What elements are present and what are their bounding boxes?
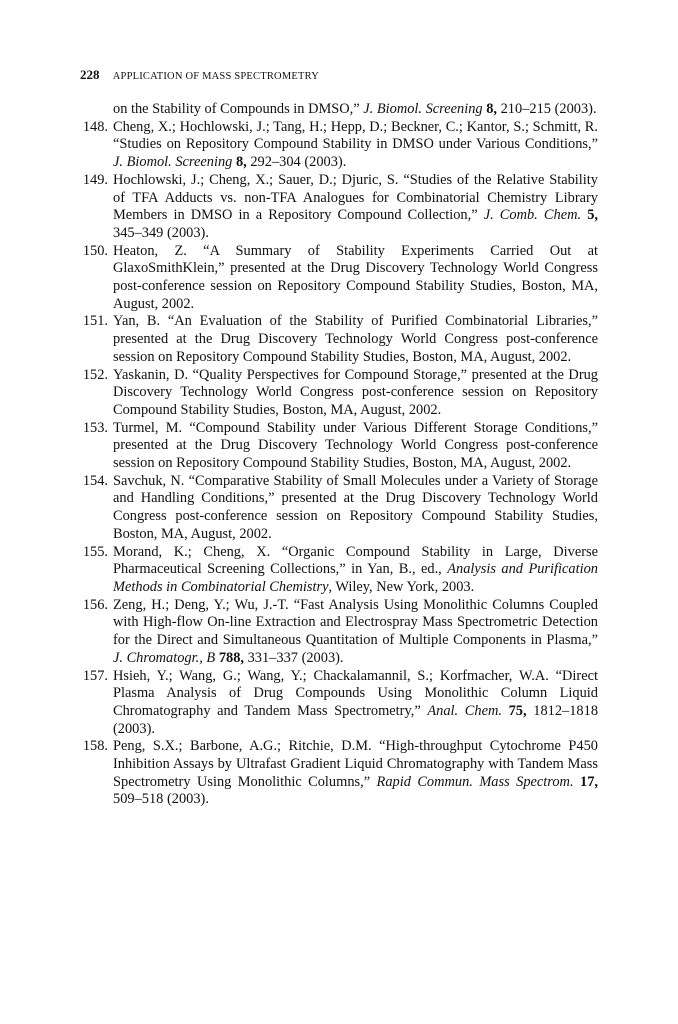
- reference-text: [113, 420, 598, 471]
- reference-segment: Zeng, H.; Deng, Y.; Wu, J.-T. “Fast Analysis Using Monolithic Columns Coupled with High-flow On-line Extraction and Electrospray Mass Spectrometric Detection for the Direct and Simultaneous Quantitation of Multiple Components in Plasma,”: [113, 596, 598, 649]
- reference-segment: 1812–1818 (2003).: [113, 702, 599, 737]
- reference-source-title: J. Chromatogr., B: [113, 649, 216, 666]
- reference-item: [76, 668, 598, 739]
- reference-segment: , Wiley, New York, 2003.: [328, 578, 475, 595]
- reference-segment: Morand, K.; Cheng, X. “Organic Compound Stability in Large, Diverse Pharmaceutical Screening Collections,” in Yan, B., ed.,: [113, 543, 598, 578]
- reference-text: [113, 668, 598, 737]
- reference-source-title: J. Comb. Chem.: [483, 207, 582, 224]
- reference-segment: Turmel, M. “Compound Stability under Various Different Storage Conditions,” presented at the Drug Discovery Technology World Congress post-conference session on Repository Compound Stability Studies, Boston, MA, August, 2002.: [113, 419, 598, 472]
- reference-source-title: Analysis and Purification Methods in Combinatorial Chemistry: [113, 561, 598, 595]
- reference-text: [113, 738, 598, 807]
- reference-number: 151.: [82, 313, 108, 330]
- page-number: 228: [80, 67, 100, 82]
- reference-segment: Hochlowski, J.; Cheng, X.; Sauer, D.; Djuric, S. “Studies of the Relative Stability of TFA Adducts vs. non-TFA Analogues for Combinatorial Chemistry Library Members in DMSO in a Repository Compound Collection,”: [113, 171, 598, 224]
- reference-segment: Hsieh, Y.; Wang, G.; Wang, Y.; Chackalamannil, S.; Korfmacher, W.A. “Direct Plasma Analysis of Drug Compounds Using Monolithic Column Liquid Chromatography and Tandem Mass Spectrometry,”: [113, 667, 598, 719]
- reference-item: [76, 101, 598, 119]
- reference-item: [76, 738, 598, 809]
- reference-text: [113, 119, 598, 170]
- reference-number: 155.: [82, 543, 108, 560]
- reference-segment: Peng, S.X.; Barbone, A.G.; Ritchie, D.M. “High-throughput Cytochrome P450 Inhibition Assays by Ultrafast Gradient Liquid Chromatography with Tandem Mass Spectrometry Using Monolithic Columns,”: [113, 738, 598, 790]
- reference-segment: on the Stability of Compounds in DMSO,”: [113, 101, 364, 117]
- reference-source-title: J. Biomol. Screening: [113, 154, 233, 171]
- reference-number: 152.: [82, 366, 108, 383]
- reference-list: [76, 101, 598, 809]
- reference-source-title: Rapid Commun. Mass Spectrom.: [376, 773, 574, 790]
- reference-text: [113, 172, 598, 241]
- reference-volume: 8,: [486, 101, 498, 117]
- reference-text: [113, 367, 598, 418]
- reference-segment: 345–349 (2003).: [113, 224, 209, 241]
- reference-segment: 292–304 (2003).: [246, 154, 347, 171]
- reference-volume: 8,: [235, 154, 247, 171]
- reference-segment: 509–518 (2003).: [113, 791, 209, 808]
- reference-item: [76, 544, 598, 597]
- reference-segment: 331–337 (2003).: [244, 649, 344, 666]
- reference-text: [113, 313, 598, 364]
- reference-number: 153.: [82, 419, 108, 436]
- reference-item: [76, 313, 598, 366]
- reference-source-title: J. Biomol. Screening: [363, 101, 483, 117]
- reference-segment: Yan, B. “An Evaluation of the Stability of Purified Combinatorial Libraries,” presented at the Drug Discovery Technology World Congress post-conference session on Repository Compound Stability Studies, Boston, MA, August, 2002.: [113, 313, 598, 365]
- reference-volume: 75,: [508, 702, 527, 719]
- reference-segment: Yaskanin, D. “Quality Perspectives for Compound Storage,” presented at the Drug Discovery Technology World Congress post-conference session on Repository Compound Stability Studies, Boston, MA, August, 2002.: [113, 366, 598, 418]
- reference-text: [113, 544, 598, 595]
- reference-text: [113, 597, 598, 666]
- running-title: APPLICATION OF MASS SPECTROMETRY: [112, 71, 319, 82]
- reference-text: [113, 473, 598, 542]
- reference-segment: Heaton, Z. “A Summary of Stability Experiments Carried Out at GlaxoSmithKlein,” presented at the Drug Discovery Technology World Congress post-conference session on Repository Compound Stability Studies, Boston, MA, August, 2002.: [113, 242, 598, 312]
- reference-volume: 788,: [218, 649, 244, 666]
- reference-segment: Savchuk, N. “Comparative Stability of Small Molecules under a Variety of Storage and Handling Conditions,” presented at the Drug Discovery Technology World Congress post-conference session on Repository Compound Stability Studies, Boston, MA, August, 2002.: [113, 472, 598, 542]
- reference-item: [76, 473, 598, 544]
- reference-source-title: Anal. Chem.: [427, 702, 502, 719]
- reference-text: [113, 243, 598, 312]
- reference-number: 148.: [82, 118, 108, 135]
- running-head: [80, 67, 319, 85]
- reference-text: [113, 101, 597, 117]
- reference-item: [76, 172, 598, 243]
- reference-number: 149.: [82, 171, 108, 188]
- reference-item: [76, 119, 598, 172]
- reference-number: 150.: [82, 242, 108, 259]
- reference-number: 157.: [82, 667, 108, 684]
- reference-number: 156.: [82, 596, 108, 613]
- reference-item: [76, 597, 598, 668]
- reference-segment: Cheng, X.; Hochlowski, J.; Tang, H.; Hepp, D.; Beckner, C.; Kantor, S.; Schmitt, R. “Studies on Repository Compound Stability in DMSO under Various Conditions,”: [113, 118, 598, 153]
- reference-number: 154.: [82, 472, 108, 489]
- reference-number: 158.: [82, 738, 108, 755]
- reference-item: [76, 420, 598, 473]
- reference-item: [76, 367, 598, 420]
- reference-volume: 17,: [580, 773, 598, 790]
- reference-volume: 5,: [587, 207, 598, 224]
- reference-segment: 210–215 (2003).: [497, 101, 597, 117]
- reference-item: [76, 243, 598, 314]
- reference-segment: [502, 703, 509, 719]
